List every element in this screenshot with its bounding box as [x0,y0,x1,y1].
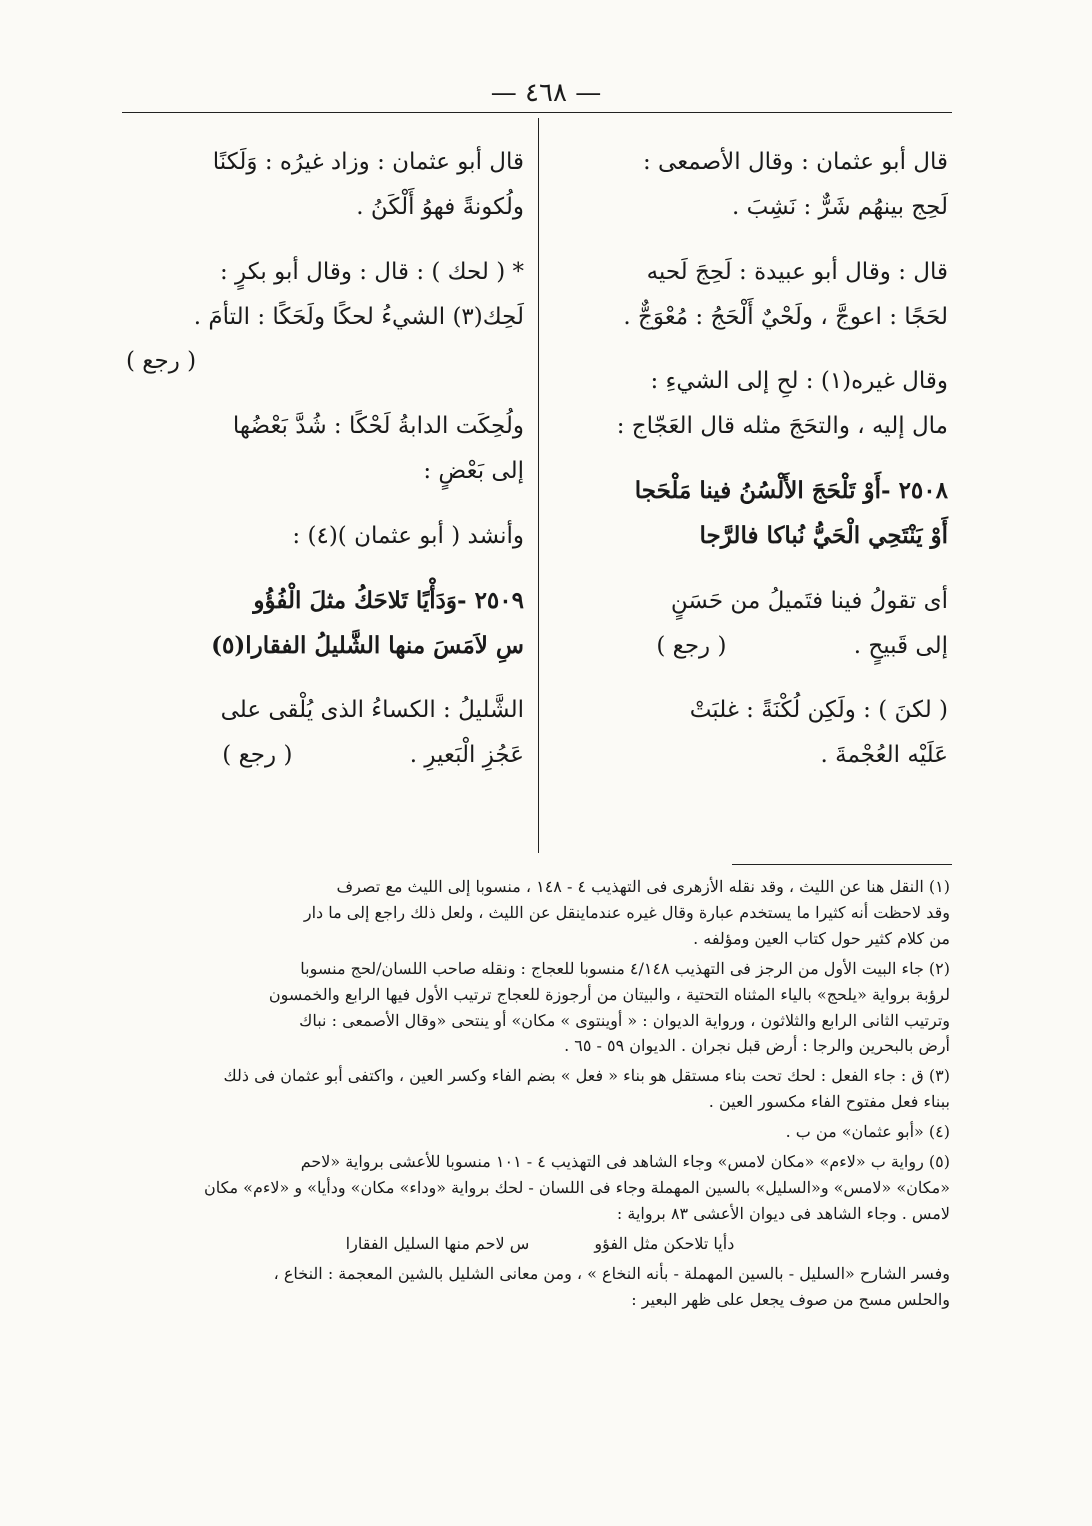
right-column [548,140,948,798]
footnote-3 [130,1063,950,1115]
paragraph [126,250,524,385]
verse-2508 [548,469,948,559]
footnote-line: «مكان» «لامس» و«السليل» بالسين المهملة وجاء فى اللسان - لحك برواية «وداء» مكان» ودأيا» و «لاءم» مكان [204,1177,950,1197]
verse-line: ٢٥٠٨ -أَوْ تَلْحَجَ الأَلْسُنُ فينا مَلْحَجا [634,477,948,505]
return-mark: ( رجع ) [656,632,727,659]
verse-hemistich: دأيا تلاحكن مثل الفؤو [594,1233,735,1253]
text-line: وقال غيره(١) : لحِ إلى الشيءِ : [650,368,948,395]
text-line: لَحِك(٣) الشيءُ لحكًا ولَحَكًا : التأمَ . [193,303,524,330]
footnote-5 [130,1149,950,1227]
footnotes [130,874,950,1317]
footnote-line: (٥) رواية ب «لاءم» «مكان لامس» وجاء الشاهد فى التهذيب ٤ - ١٠١ منسوبا للأعشى برواية «لاحم [300,1152,950,1172]
paragraph [126,404,524,494]
text-line: * ( لحك ) : قال : وقال أبو بكرٍ : [219,258,524,285]
text-line: قال : وقال أبو عبيدة : لَحِجَ لَحيه [646,258,948,285]
text-line: عَلَيْه العُجْمةَ . [820,742,948,769]
footnote-line: وفسر الشارح «السليل - بالسين المهملة - بأنه النخاع » ، ومن معانى الشليل بالشين المعجمة : النخاع ، [273,1263,950,1283]
text-line [548,624,948,669]
paragraph [548,250,948,340]
verse-2509 [126,579,524,669]
text-line: أى تقولُ فينا فتَميلُ من حَسَنٍ [670,587,948,614]
footnote-line: والحلس مسح من صوف يجعل على ظهر البعير : [631,1289,950,1309]
text-line: إلى بَعْضٍ : [423,458,524,485]
return-mark: ( رجع ) [222,742,293,769]
text-line: ولُكونةً فهوُ أَلْكَنُ . [356,193,524,220]
text-line: ( لكنَ ) : ولَكِن لُكْنَةً : غلبَتْ [689,697,948,724]
return-mark: ( رجع ) [126,348,197,375]
text-line: لحَجًا : اعوجَّ ، ولَحْيٌ أَلْحَجُ : مُعْوَجٌّ . [623,303,948,330]
left-column [126,140,524,798]
text-fragment: عَجُزِ الْبَعيرِ . [409,742,524,769]
paragraph [126,514,524,559]
footnote-line: (٤) «أبو عثمان» من ب . [785,1122,950,1142]
footnote-verse [130,1231,950,1257]
column-divider [538,118,539,853]
footnote-line: وترتيب الثانى الرابع والثلاثون ، ورواية الديوان : « أوينتوى » مكان» أو ينتحى «وقال الأصمعى : نباك [299,1010,950,1030]
paragraph [548,140,948,230]
footnote-line: لرؤبة برواية «يلحج» بالياء المثناه التحتية ، والبيتان من أرجوزة للعجاج ترتيب الأول فيها الرابع والخمسون [268,984,950,1004]
verse-line: سِ لاَمَسَ منها الشَّليلُ الفقارا(٥) [211,631,524,659]
footnote-1 [130,874,950,952]
text-line: الشَّليلُ : الكساءُ الذى يُلْقى على [220,697,524,724]
paragraph [548,579,948,669]
footnote-line: وقد لاحظت أنه كثيرا ما يستخدم عبارة وقال غيره عندماينقل عن الليث ، ولعل ذلك راجع إلى ما دار [303,902,950,922]
footnote-2 [130,956,950,1060]
text-fragment: إلى قَبيحٍ . [853,632,948,659]
text-line: ولُحِكَت الدابةُ لَحْكًا : شُدَّ بَعْضُها [232,413,524,440]
footnote-4 [130,1119,950,1145]
verse-line: ٢٥٠٩ -وَدَأْيًا تَلاحَكُ مثلَ الْفُؤُو [253,586,524,614]
text-line: وأنشد ( أبو عثمان )(٤) : [292,522,524,549]
text-line: لَحِج بينهُم شَرٌّ : نَشِبَ . [732,193,948,220]
verse-hemistich: س لاحم منها السليل الفقارا [345,1233,530,1253]
footnote-line: ببناء فعل مفتوح الفاء مكسور العين . [708,1092,950,1112]
footnote-line: أرض بالبحرين والرجا : أرض قبل نجران . الديوان ٥٩ - ٦٥ . [564,1036,950,1056]
footnote-line: لامس . وجاء الشاهد فى ديوان الأعشى ٨٣ برواية : [616,1203,950,1223]
footnote-rule [732,864,952,865]
text-line: قال أبو عثمان : وزاد غيرُه : وَلَكنًا [212,149,524,175]
paragraph [548,688,948,778]
verse-line: أَوْ يَنْتَحِي الْحَيُّ نُباكا فالرَّجا [699,521,948,549]
footnote-line: (١) النقل هنا عن الليث ، وقد نقله الأزهرى فى التهذيب ٤ - ١٤٨ ، منسوبا إلى الليث مع تصرف [336,877,950,896]
footnote-5-tail [130,1261,950,1313]
text-line: قال أبو عثمان : وقال الأصمعى : [642,149,948,175]
text-line: مال إليه ، والتحَجَ مثله قال العَجّاج : [616,413,948,440]
paragraph [126,688,524,778]
page-number: — ٤٦٨ — [490,78,602,108]
header-rule [122,112,952,113]
paragraph [548,359,948,449]
paragraph [126,140,524,230]
footnote-line: (٢) جاء البيت الأول من الرجز فى التهذيب ٤/١٤٨ منسوبا للعجاج : ونقله صاحب اللسان/لحج منسوبا [300,958,950,978]
text-line [126,733,524,778]
footnote-line: (٣) ق : جاء الفعل : لحك تحت بناء مستقل هو بناء « فعل » بضم الفاء وكسر العين ، واكتفى أبو عثمان فى ذلك [223,1066,950,1086]
footnote-line: من كلام كثير حول كتاب العين ومؤلفه . [693,928,950,948]
